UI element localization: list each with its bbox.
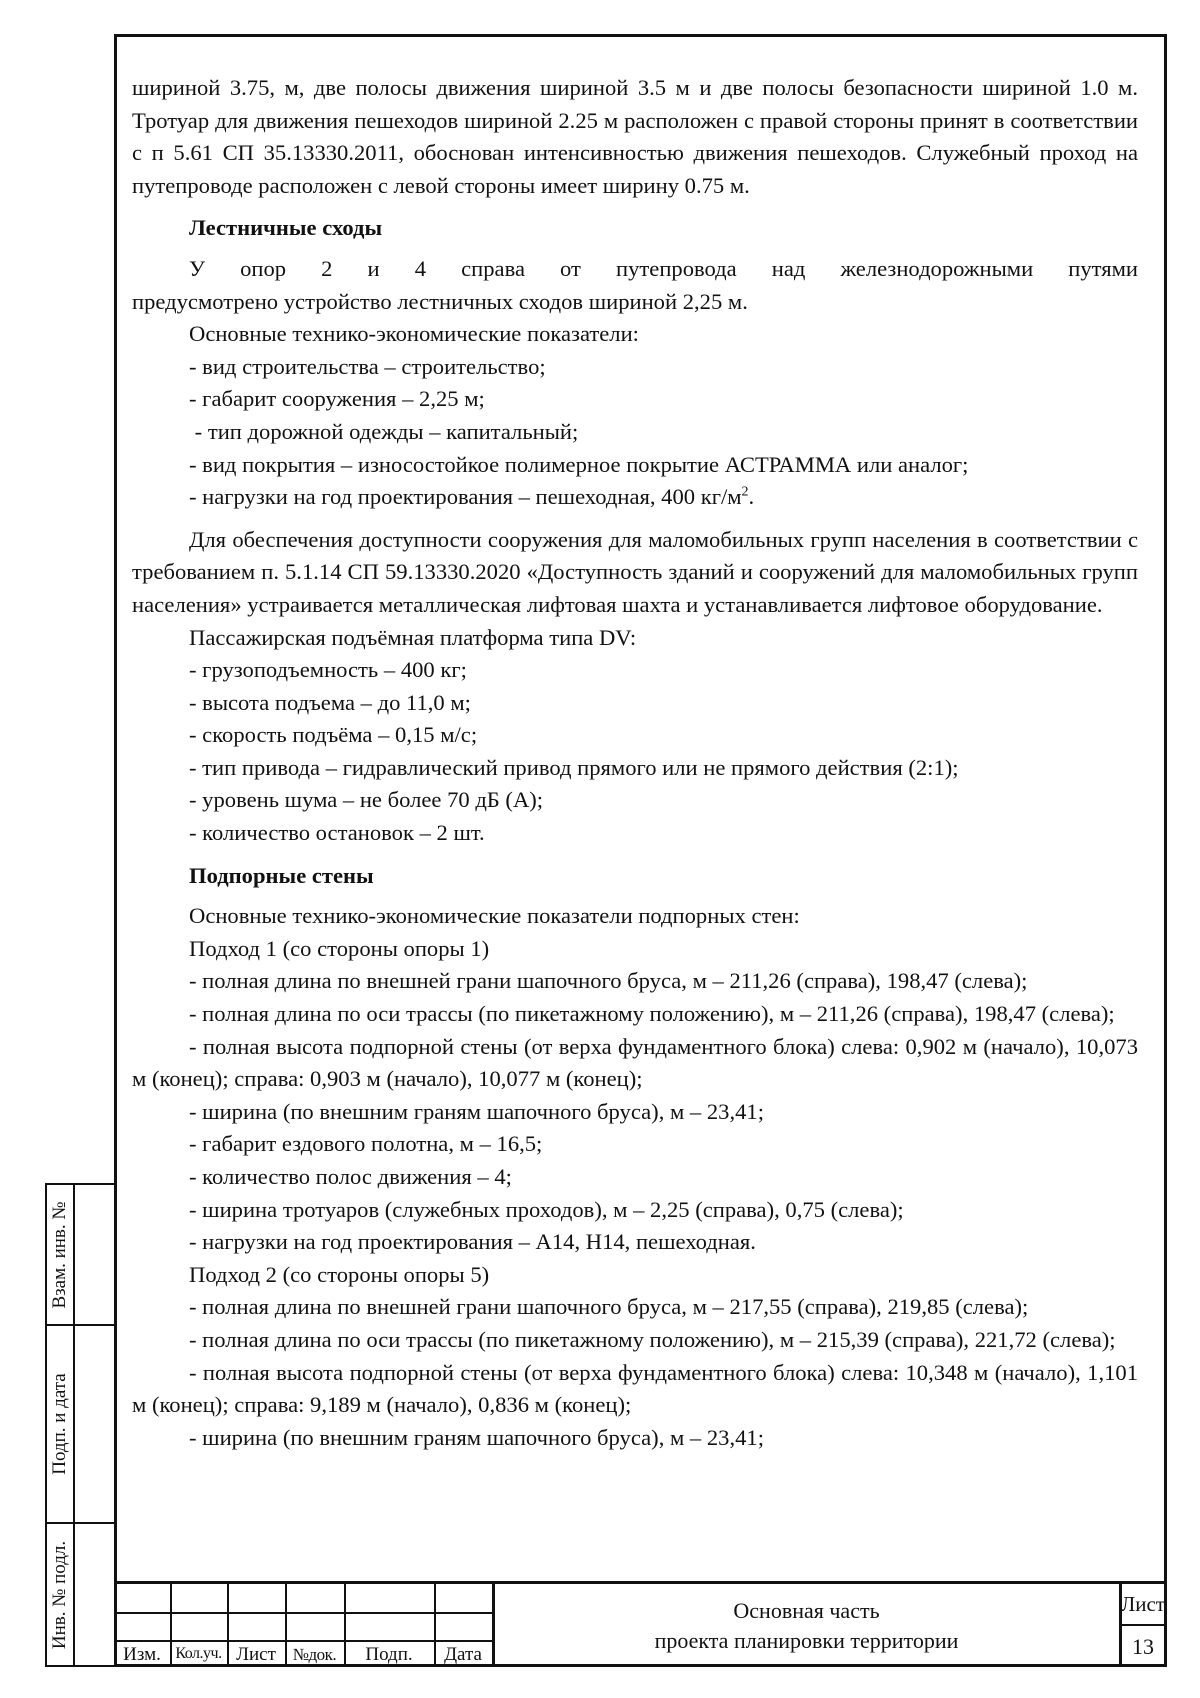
list-item: - тип привода – гидравлический привод прямого или не прямого действия (2:1); — [189, 754, 959, 780]
paragraph-accessibility: Для обеспечения доступности сооружения для маломобильных групп населения в соответствии с требованием п. 5.1.14 СП 59.13330.2020 «Доступность зданий и сооружений для маломобильных групп населения» устраивается металлическая лифтовая шахта и устанавливается лифтовое оборудование. — [132, 526, 1138, 617]
col-ndok: №док. — [292, 1645, 337, 1664]
list-item: - полная длина по оси трассы (по пикетажному положению), м – 211,26 (справа), 198,47 (слева); — [189, 1001, 1115, 1027]
list-item-load — [132, 481, 1138, 514]
paragraph-platform: Пассажирская подъёмная платформа типа DV: — [189, 624, 637, 650]
list-item: - ширина (по внешним граням шапочного бруса), м – 23,41; — [189, 1424, 764, 1450]
document-body — [132, 72, 1138, 1454]
paragraph-stairs-line2: предусмотрено устройство лестничных сходов шириной 2,25 м. — [132, 288, 748, 314]
list-item: - высота подъема – до 11,0 м; — [189, 689, 471, 715]
list-item: - полная длина по внешней грани шапочного бруса, м – 217,55 (справа), 219,85 (слева); — [189, 1294, 1029, 1320]
list-item: - количество полос движения – 4; — [189, 1164, 512, 1189]
list-item: - габарит сооружения – 2,25 м; — [189, 386, 485, 412]
col-list: Лист — [236, 1644, 276, 1665]
load-text: - нагрузки на год проектирования – пешеходная, 400 кг/м — [189, 484, 742, 510]
stamp-podp-data — [45, 1324, 114, 1524]
paragraph-walls-intro: Основные технико-экономические показатели подпорных стен: — [189, 903, 800, 929]
stamp-vzam-inv — [45, 1183, 114, 1326]
sheet-label: Лист — [1121, 1592, 1165, 1616]
approach-2-title: Подход 2 (со стороны опоры 5) — [189, 1261, 490, 1287]
list-item: - ширина (по внешним граням шапочного бруса), м – 23,41; — [189, 1098, 764, 1124]
heading-stairs: Лестничные сходы — [189, 215, 383, 241]
list-item: - грузоподъемность – 400 кг; — [189, 657, 467, 683]
paragraph-indicators-intro: Основные технико-экономические показатели: — [189, 321, 639, 347]
list-item: - габарит ездового полотна, м – 16,5; — [189, 1131, 543, 1157]
stamp-label: Инв. № подл. — [49, 1540, 70, 1649]
title-block — [114, 1581, 1167, 1667]
superscript: 2 — [741, 484, 749, 500]
col-izm: Изм. — [123, 1644, 161, 1665]
heading-retaining-walls: Подпорные стены — [189, 862, 374, 888]
col-koluch: Кол.уч. — [175, 1645, 222, 1662]
list-item: - полная длина по внешней грани шапочного бруса, м – 211,26 (справа), 198,47 (слева); — [189, 968, 1028, 994]
list-item: - количество остановок – 2 шт. — [189, 820, 485, 846]
approach-1-title: Подход 1 (со стороны опоры 1) — [189, 935, 490, 961]
list-item: - скорость подъёма – 0,15 м/с; — [189, 722, 478, 748]
list-item: - нагрузки на год проектирования – А14, Н14, пешеходная. — [189, 1229, 756, 1255]
title-line-2: проекта планировки территории — [654, 1628, 959, 1653]
list-item: - полная высота подпорной стены (от верха фундаментного блока) слева: 0,902 м (начало), 10,073 м (конец); справа: 0,903 м (начало), 10,077 м (конец); — [132, 1033, 1138, 1092]
list-item: - вид строительства – строительство; — [189, 353, 546, 379]
sheet-number: 13 — [1132, 1634, 1154, 1659]
list-item: - уровень шума – не более 70 дБ (А); — [189, 787, 544, 813]
title-line-1: Основная часть — [733, 1598, 880, 1623]
list-item: - полная длина по оси трассы (по пикетажному положению), м – 215,39 (справа), 221,72 (слева); — [189, 1326, 1116, 1352]
list-item: - ширина тротуаров (служебных проходов), м – 2,25 (справа), 0,75 (слева); — [189, 1196, 904, 1222]
load-end: . — [748, 484, 755, 510]
paragraph-stairs-line1: У опор 2 и 4 справа от путепровода над железнодорожными путями — [189, 255, 1138, 281]
stamp-label: Взам. инв. № — [49, 1200, 70, 1309]
list-item: - тип дорожной одежды – капитальный; — [189, 418, 579, 444]
stamp-label: Подп. и дата — [49, 1373, 70, 1475]
col-podp: Подп. — [365, 1644, 413, 1665]
stamp-inv-podl — [45, 1522, 114, 1667]
list-item: - полная высота подпорной стены (от верха фундаментного блока) слева: 10,348 м (начало), 1,101 м (конец); справа: 9,189 м (начало), 0,836 м (конец); — [132, 1359, 1138, 1418]
col-data: Дата — [444, 1644, 482, 1665]
list-item: - вид покрытия – износостойкое полимерное покрытие АСТРАММА или аналог; — [189, 451, 969, 477]
paragraph-road-widths: шириной 3.75, м, две полосы движения шириной 3.5 м и две полосы безопасности шириной 1.0 м. Тротуар для движения пешеходов шириной 2.25 м расположен с правой стороны принят в соответствии с п 5.61 СП 35.13330.2011, обоснован интенсивностью движения пешеходов. Служебный проход на путепроводе расположен с левой стороны имеет ширину 0.75 м. — [132, 75, 1138, 198]
